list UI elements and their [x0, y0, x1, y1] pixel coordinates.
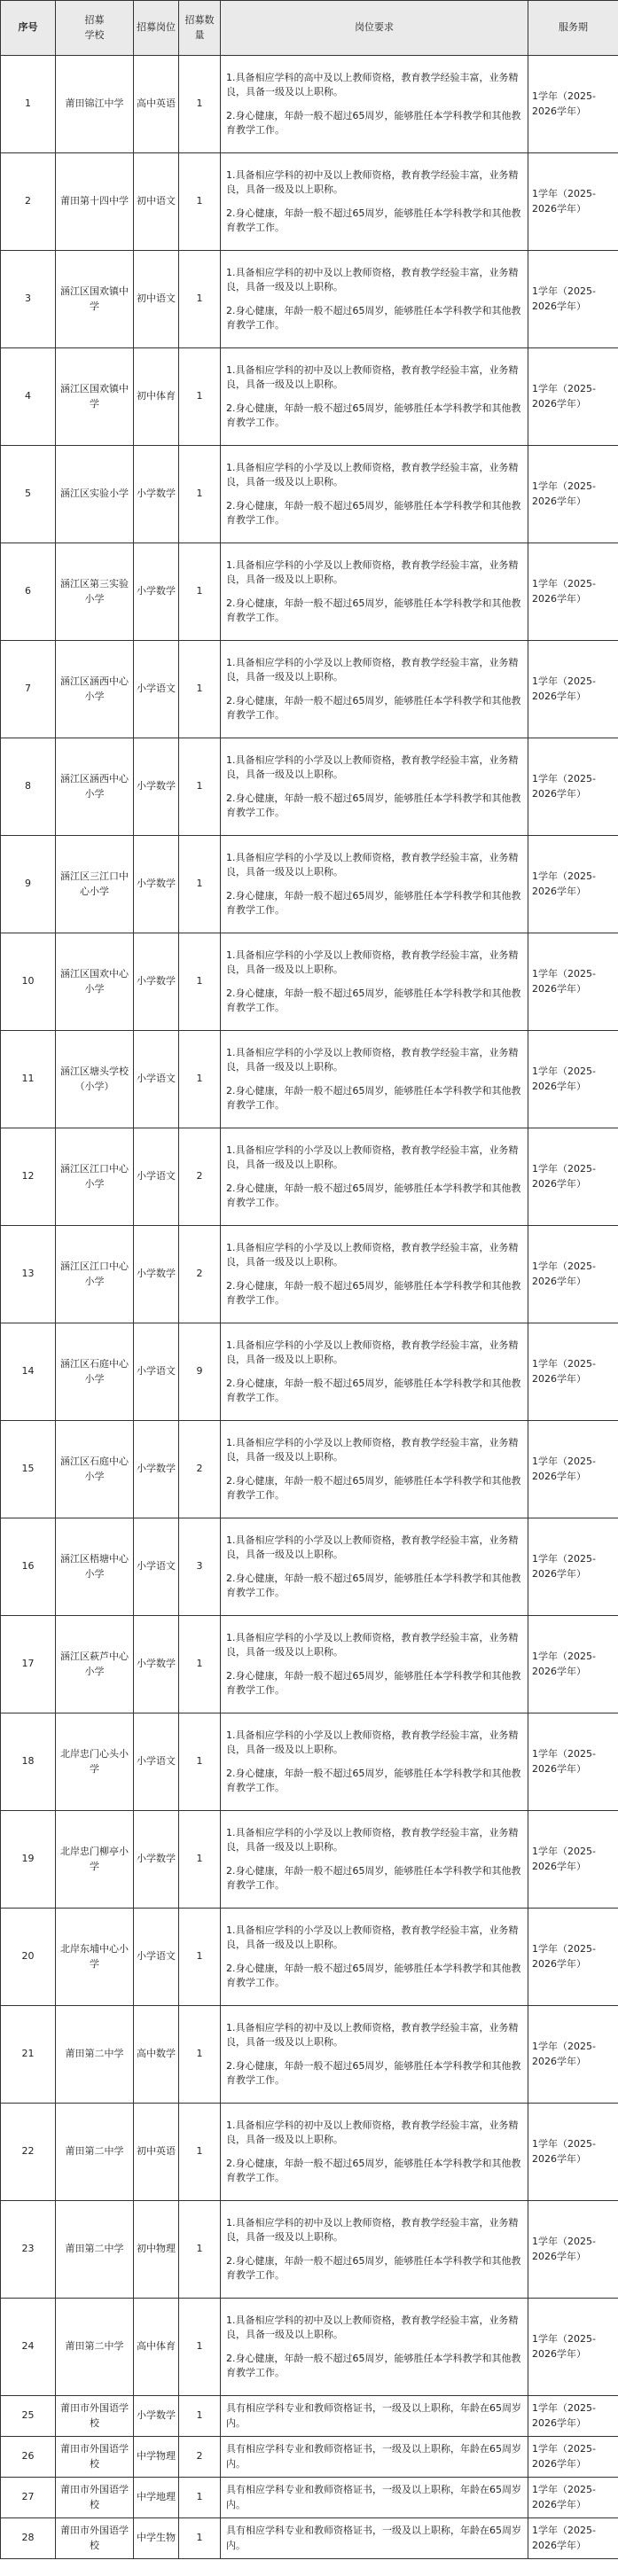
cell-service-period: 1学年（2025-2026学年）	[528, 933, 618, 1031]
cell-position: 小学语文	[134, 1031, 179, 1128]
cell-position: 中学生物	[134, 2518, 179, 2559]
cell-school: 涵江区梧塘中心小学	[56, 1518, 134, 1616]
cell-requirements	[221, 1031, 528, 1128]
requirement-line: 2.身心健康，年龄一般不超过65周岁，能够胜任本学科教学和其他教育教学工作。	[226, 1669, 521, 1696]
cell-no: 26	[1, 2437, 56, 2478]
cell-requirements	[221, 1323, 528, 1421]
table-row	[1, 348, 618, 446]
cell-no: 21	[1, 2006, 56, 2104]
cell-count: 1	[179, 2518, 221, 2559]
header-requirements: 岗位要求	[221, 1, 528, 56]
table-row	[1, 56, 618, 153]
cell-count: 1	[179, 2396, 221, 2437]
cell-service-period: 1学年（2025-2026学年）	[528, 2299, 618, 2396]
cell-school: 涵江区国欢中心小学	[56, 933, 134, 1031]
cell-service-period: 1学年（2025-2026学年）	[528, 836, 618, 933]
cell-no: 9	[1, 836, 56, 933]
cell-count: 3	[179, 1518, 221, 1616]
cell-requirements	[221, 641, 528, 738]
requirement-line: 1.具备相应学科的小学及以上教师资格，教育教学经验丰富，业务精良，具备一级及以上职称。	[226, 1436, 519, 1463]
cell-position: 高中体育	[134, 2299, 179, 2396]
cell-count: 2	[179, 1226, 221, 1323]
cell-count: 1	[179, 836, 221, 933]
requirement-line: 2.身心健康，年龄一般不超过65周岁，能够胜任本学科教学和其他教育教学工作。	[226, 694, 521, 721]
cell-service-period: 1学年（2025-2026学年）	[528, 738, 618, 836]
cell-service-period: 1学年（2025-2026学年）	[528, 348, 618, 446]
cell-position: 小学语文	[134, 1909, 179, 2006]
header-position: 招募岗位	[134, 1, 179, 56]
cell-position: 高中数学	[134, 2006, 179, 2104]
requirement-line: 具有相应学科专业和教师资格证书，一级及以上职称，年龄在65周岁内。	[226, 2525, 521, 2551]
cell-service-period: 1学年（2025-2026学年）	[528, 2437, 618, 2478]
cell-position: 小学数学	[134, 1421, 179, 1518]
cell-school: 涵江区萩芦中心小学	[56, 1616, 134, 1713]
cell-count: 1	[179, 153, 221, 251]
cell-requirements	[221, 2437, 528, 2478]
cell-requirements	[221, 446, 528, 543]
cell-service-period: 1学年（2025-2026学年）	[528, 2104, 618, 2201]
cell-position: 小学数学	[134, 1811, 179, 1909]
cell-no: 16	[1, 1518, 56, 1616]
requirement-line: 1.具备相应学科的初中及以上教师资格，教育教学经验丰富，业务精良，具备一级及以上职称。	[226, 2314, 519, 2340]
cell-count: 1	[179, 738, 221, 836]
cell-service-period: 1学年（2025-2026学年）	[528, 1518, 618, 1616]
cell-no: 5	[1, 446, 56, 543]
cell-service-period: 1学年（2025-2026学年）	[528, 1323, 618, 1421]
cell-requirements	[221, 543, 528, 641]
header-service-period: 服务期	[528, 1, 618, 56]
requirement-line: 1.具备相应学科的小学及以上教师资格，教育教学经验丰富，业务精良，具备一级及以上职称。	[226, 1046, 519, 1073]
cell-school: 莆田第二中学	[56, 2201, 134, 2299]
requirement-line: 2.身心健康，年龄一般不超过65周岁，能够胜任本学科教学和其他教育教学工作。	[226, 1474, 521, 1501]
cell-school: 北岸忠门柳亭小学	[56, 1811, 134, 1909]
requirement-line: 具有相应学科专业和教师资格证书，一级及以上职称，年龄在65周岁内。	[226, 2402, 521, 2429]
table-row	[1, 1031, 618, 1128]
cell-count: 1	[179, 2006, 221, 2104]
table-row	[1, 2104, 618, 2201]
requirement-line: 1.具备相应学科的初中及以上教师资格，教育教学经验丰富，业务精良，具备一级及以上职称。	[226, 266, 519, 293]
requirement-line: 1.具备相应学科的小学及以上教师资格，教育教学经验丰富，业务精良，具备一级及以上职称。	[226, 1241, 519, 1268]
requirement-line: 2.身心健康，年龄一般不超过65周岁，能够胜任本学科教学和其他教育教学工作。	[226, 1084, 521, 1111]
cell-position: 小学数学	[134, 1226, 179, 1323]
cell-school: 莆田市外国语学校	[56, 2478, 134, 2518]
requirement-line: 1.具备相应学科的小学及以上教师资格，教育教学经验丰富，业务精良，具备一级及以上职称。	[226, 1339, 519, 1365]
requirement-line: 2.身心健康，年龄一般不超过65周岁，能够胜任本学科教学和其他教育教学工作。	[226, 402, 521, 428]
requirement-line: 1.具备相应学科的初中及以上教师资格，教育教学经验丰富，业务精良，具备一级及以上职称。	[226, 168, 519, 195]
cell-service-period: 1学年（2025-2026学年）	[528, 2006, 618, 2104]
cell-school: 莆田市外国语学校	[56, 2437, 134, 2478]
cell-no: 27	[1, 2478, 56, 2518]
cell-service-period: 1学年（2025-2026学年）	[528, 153, 618, 251]
cell-count: 1	[179, 1713, 221, 1811]
cell-requirements	[221, 2299, 528, 2396]
requirement-line: 2.身心健康，年龄一般不超过65周岁，能够胜任本学科教学和其他教育教学工作。	[226, 1767, 521, 1793]
cell-position: 小学语文	[134, 1128, 179, 1226]
requirement-line: 1.具备相应学科的小学及以上教师资格，教育教学经验丰富，业务精良，具备一级及以上职称。	[226, 656, 519, 683]
cell-service-period: 1学年（2025-2026学年）	[528, 1226, 618, 1323]
cell-service-period: 1学年（2025-2026学年）	[528, 1031, 618, 1128]
table-row	[1, 2201, 618, 2299]
cell-count: 1	[179, 251, 221, 348]
cell-school: 莆田第二中学	[56, 2006, 134, 2104]
table-row	[1, 2437, 618, 2478]
cell-school: 涵江区石庭中心小学	[56, 1323, 134, 1421]
table-row	[1, 2299, 618, 2396]
requirement-line: 1.具备相应学科的高中及以上教师资格，教育教学经验丰富，业务精良，具备一级及以上职称。	[226, 71, 519, 98]
cell-requirements	[221, 251, 528, 348]
requirement-line: 2.身心健康，年龄一般不超过65周岁，能够胜任本学科教学和其他教育教学工作。	[226, 1962, 521, 1988]
requirement-line: 1.具备相应学科的小学及以上教师资格，教育教学经验丰富，业务精良，具备一级及以上职称。	[226, 948, 519, 975]
cell-requirements	[221, 348, 528, 446]
table-row	[1, 2518, 618, 2559]
cell-no: 20	[1, 1909, 56, 2006]
cell-school: 涵江区第三实验小学	[56, 543, 134, 641]
table-row	[1, 2396, 618, 2437]
cell-service-period: 1学年（2025-2026学年）	[528, 1909, 618, 2006]
cell-position: 小学语文	[134, 1518, 179, 1616]
requirement-line: 1.具备相应学科的初中及以上教师资格，教育教学经验丰富，业务精良，具备一级及以上职称。	[226, 2119, 519, 2145]
cell-service-period: 1学年（2025-2026学年）	[528, 251, 618, 348]
requirement-line: 2.身心健康，年龄一般不超过65周岁，能够胜任本学科教学和其他教育教学工作。	[226, 304, 521, 331]
cell-service-period: 1学年（2025-2026学年）	[528, 2201, 618, 2299]
cell-requirements	[221, 153, 528, 251]
cell-position: 小学数学	[134, 2396, 179, 2437]
cell-school: 莆田市外国语学校	[56, 2396, 134, 2437]
table-row	[1, 1811, 618, 1909]
table-row	[1, 1713, 618, 1811]
cell-count: 1	[179, 446, 221, 543]
cell-no: 23	[1, 2201, 56, 2299]
cell-no: 18	[1, 1713, 56, 1811]
cell-count: 1	[179, 641, 221, 738]
cell-no: 24	[1, 2299, 56, 2396]
table-row	[1, 1128, 618, 1226]
requirement-line: 1.具备相应学科的小学及以上教师资格，教育教学经验丰富，业务精良，具备一级及以上职称。	[226, 1631, 519, 1658]
cell-requirements	[221, 738, 528, 836]
table-row	[1, 933, 618, 1031]
requirement-line: 2.身心健康，年龄一般不超过65周岁，能够胜任本学科教学和其他教育教学工作。	[226, 499, 521, 526]
requirement-line: 2.身心健康，年龄一般不超过65周岁，能够胜任本学科教学和其他教育教学工作。	[226, 1864, 521, 1891]
cell-requirements	[221, 1226, 528, 1323]
requirement-line: 具有相应学科专业和教师资格证书，一级及以上职称，年龄在65周岁内。	[226, 2443, 521, 2470]
requirement-line: 1.具备相应学科的小学及以上教师资格，教育教学经验丰富，业务精良，具备一级及以上职称。	[226, 1729, 519, 1755]
cell-position: 初中物理	[134, 2201, 179, 2299]
cell-requirements	[221, 1713, 528, 1811]
cell-no: 19	[1, 1811, 56, 1909]
table-row	[1, 1518, 618, 1616]
cell-position: 小学语文	[134, 1323, 179, 1421]
cell-position: 小学数学	[134, 543, 179, 641]
requirement-line: 1.具备相应学科的小学及以上教师资格，教育教学经验丰富，业务精良，具备一级及以上职称。	[226, 753, 519, 780]
table-row	[1, 446, 618, 543]
table-row	[1, 1226, 618, 1323]
table-row	[1, 543, 618, 641]
cell-count: 1	[179, 2104, 221, 2201]
requirement-line: 2.身心健康，年龄一般不超过65周岁，能够胜任本学科教学和其他教育教学工作。	[226, 1377, 521, 1403]
requirement-line: 2.身心健康，年龄一般不超过65周岁，能够胜任本学科教学和其他教育教学工作。	[226, 109, 521, 136]
requirement-line: 1.具备相应学科的小学及以上教师资格，教育教学经验丰富，业务精良，具备一级及以上职称。	[226, 558, 519, 585]
requirement-line: 1.具备相应学科的小学及以上教师资格，教育教学经验丰富，业务精良，具备一级及以上职称。	[226, 1144, 519, 1170]
cell-school: 莆田第二中学	[56, 2299, 134, 2396]
cell-service-period: 1学年（2025-2026学年）	[528, 2478, 618, 2518]
table-body	[1, 56, 618, 2559]
cell-school: 莆田锦江中学	[56, 56, 134, 153]
table-row	[1, 1323, 618, 1421]
cell-service-period: 1学年（2025-2026学年）	[528, 1616, 618, 1713]
cell-requirements	[221, 1909, 528, 2006]
cell-position: 初中体育	[134, 348, 179, 446]
requirement-line: 2.身心健康，年龄一般不超过65周岁，能够胜任本学科教学和其他教育教学工作。	[226, 597, 521, 623]
cell-requirements	[221, 836, 528, 933]
cell-no: 6	[1, 543, 56, 641]
cell-no: 17	[1, 1616, 56, 1713]
cell-service-period: 1学年（2025-2026学年）	[528, 641, 618, 738]
cell-position: 小学数学	[134, 836, 179, 933]
cell-requirements	[221, 2478, 528, 2518]
cell-requirements	[221, 1811, 528, 1909]
cell-requirements	[221, 1128, 528, 1226]
cell-requirements	[221, 2396, 528, 2437]
cell-no: 11	[1, 1031, 56, 1128]
table-row	[1, 836, 618, 933]
cell-requirements	[221, 2104, 528, 2201]
cell-count: 1	[179, 1909, 221, 2006]
cell-school: 涵江区石庭中心小学	[56, 1421, 134, 1518]
cell-count: 9	[179, 1323, 221, 1421]
requirement-line: 2.身心健康，年龄一般不超过65周岁，能够胜任本学科教学和其他教育教学工作。	[226, 2157, 521, 2183]
cell-school: 涵江区国欢镇中学	[56, 348, 134, 446]
cell-requirements	[221, 2006, 528, 2104]
requirement-line: 1.具备相应学科的初中及以上教师资格，教育教学经验丰富，业务精良，具备一级及以上职称。	[226, 2216, 519, 2243]
cell-count: 1	[179, 2478, 221, 2518]
cell-requirements	[221, 2518, 528, 2559]
table-row	[1, 738, 618, 836]
header-school: 招募 学校	[56, 1, 134, 56]
cell-count: 2	[179, 1421, 221, 1518]
cell-position: 中学物理	[134, 2437, 179, 2478]
cell-no: 15	[1, 1421, 56, 1518]
cell-count: 1	[179, 56, 221, 153]
cell-no: 25	[1, 2396, 56, 2437]
cell-no: 14	[1, 1323, 56, 1421]
header-no: 序号	[1, 1, 56, 56]
cell-no: 2	[1, 153, 56, 251]
cell-service-period: 1学年（2025-2026学年）	[528, 1811, 618, 1909]
cell-position: 小学数学	[134, 1616, 179, 1713]
cell-service-period: 1学年（2025-2026学年）	[528, 2518, 618, 2559]
cell-no: 12	[1, 1128, 56, 1226]
table-row	[1, 1616, 618, 1713]
requirement-line: 2.身心健康，年龄一般不超过65周岁，能够胜任本学科教学和其他教育教学工作。	[226, 1572, 521, 1598]
requirement-line: 2.身心健康，年龄一般不超过65周岁，能够胜任本学科教学和其他教育教学工作。	[226, 1279, 521, 1306]
cell-count: 1	[179, 2201, 221, 2299]
cell-position: 小学数学	[134, 738, 179, 836]
cell-position: 中学地理	[134, 2478, 179, 2518]
cell-school: 涵江区江口中心小学	[56, 1226, 134, 1323]
cell-no: 4	[1, 348, 56, 446]
cell-school: 涵江区三江口中心小学	[56, 836, 134, 933]
requirement-line: 2.身心健康，年龄一般不超过65周岁，能够胜任本学科教学和其他教育教学工作。	[226, 987, 521, 1013]
cell-count: 2	[179, 1128, 221, 1226]
requirement-line: 1.具备相应学科的小学及以上教师资格，教育教学经验丰富，业务精良，具备一级及以上职称。	[226, 1826, 519, 1853]
cell-service-period: 1学年（2025-2026学年）	[528, 1128, 618, 1226]
cell-position: 小学语文	[134, 1713, 179, 1811]
cell-position: 高中英语	[134, 56, 179, 153]
cell-position: 初中语文	[134, 251, 179, 348]
cell-count: 1	[179, 1616, 221, 1713]
table-header-row	[1, 1, 618, 56]
cell-school: 涵江区江口中心小学	[56, 1128, 134, 1226]
cell-school: 莆田第十四中学	[56, 153, 134, 251]
cell-school: 莆田第二中学	[56, 2104, 134, 2201]
cell-no: 10	[1, 933, 56, 1031]
requirement-line: 1.具备相应学科的初中及以上教师资格，教育教学经验丰富，业务精良，具备一级及以上职称。	[226, 363, 519, 390]
requirement-line: 2.身心健康，年龄一般不超过65周岁，能够胜任本学科教学和其他教育教学工作。	[226, 889, 521, 916]
table-row	[1, 641, 618, 738]
requirement-line: 2.身心健康，年龄一般不超过65周岁，能够胜任本学科教学和其他教育教学工作。	[226, 2352, 521, 2378]
table-row	[1, 1421, 618, 1518]
cell-requirements	[221, 56, 528, 153]
cell-requirements	[221, 2201, 528, 2299]
cell-position: 小学数学	[134, 933, 179, 1031]
cell-count: 1	[179, 1031, 221, 1128]
cell-requirements	[221, 1518, 528, 1616]
requirement-line: 1.具备相应学科的初中及以上教师资格，教育教学经验丰富，业务精良，具备一级及以上职称。	[226, 2021, 519, 2048]
cell-school: 涵江区涵西中心小学	[56, 738, 134, 836]
cell-no: 3	[1, 251, 56, 348]
cell-no: 7	[1, 641, 56, 738]
table-row	[1, 2478, 618, 2518]
cell-service-period: 1学年（2025-2026学年）	[528, 1713, 618, 1811]
table-row	[1, 251, 618, 348]
cell-service-period: 1学年（2025-2026学年）	[528, 2396, 618, 2437]
cell-service-period: 1学年（2025-2026学年）	[528, 1421, 618, 1518]
requirement-line: 1.具备相应学科的小学及以上教师资格，教育教学经验丰富，业务精良，具备一级及以上职称。	[226, 1534, 519, 1560]
cell-service-period: 1学年（2025-2026学年）	[528, 446, 618, 543]
cell-requirements	[221, 933, 528, 1031]
header-count: 招募数量	[179, 1, 221, 56]
cell-school: 涵江区涵西中心小学	[56, 641, 134, 738]
cell-count: 1	[179, 933, 221, 1031]
cell-no: 1	[1, 56, 56, 153]
cell-count: 1	[179, 348, 221, 446]
cell-position: 小学语文	[134, 641, 179, 738]
requirement-line: 1.具备相应学科的小学及以上教师资格，教育教学经验丰富，业务精良，具备一级及以上职称。	[226, 461, 519, 488]
cell-count: 1	[179, 543, 221, 641]
requirement-line: 2.身心健康，年龄一般不超过65周岁，能够胜任本学科教学和其他教育教学工作。	[226, 792, 521, 818]
requirement-line: 1.具备相应学科的小学及以上教师资格，教育教学经验丰富，业务精良，具备一级及以上职称。	[226, 851, 519, 878]
cell-count: 1	[179, 1811, 221, 1909]
table-row	[1, 2006, 618, 2104]
requirement-line: 2.身心健康，年龄一般不超过65周岁，能够胜任本学科教学和其他教育教学工作。	[226, 1182, 521, 1208]
cell-school: 涵江区塘头学校（小学）	[56, 1031, 134, 1128]
cell-position: 小学数学	[134, 446, 179, 543]
cell-count: 2	[179, 2437, 221, 2478]
table-row	[1, 1909, 618, 2006]
requirement-line: 具有相应学科专业和教师资格证书，一级及以上职称，年龄在65周岁内。	[226, 2484, 521, 2510]
cell-service-period: 1学年（2025-2026学年）	[528, 543, 618, 641]
cell-requirements	[221, 1421, 528, 1518]
requirement-line: 1.具备相应学科的小学及以上教师资格，教育教学经验丰富，业务精良，具备一级及以上职称。	[226, 1924, 519, 1950]
requirement-line: 2.身心健康，年龄一般不超过65周岁，能够胜任本学科教学和其他教育教学工作。	[226, 2059, 521, 2086]
cell-no: 22	[1, 2104, 56, 2201]
cell-requirements	[221, 1616, 528, 1713]
cell-count: 1	[179, 2299, 221, 2396]
cell-position: 初中语文	[134, 153, 179, 251]
requirement-line: 2.身心健康，年龄一般不超过65周岁，能够胜任本学科教学和其他教育教学工作。	[226, 2254, 521, 2281]
cell-service-period: 1学年（2025-2026学年）	[528, 56, 618, 153]
cell-school: 涵江区国欢镇中学	[56, 251, 134, 348]
requirement-line: 2.身心健康，年龄一般不超过65周岁，能够胜任本学科教学和其他教育教学工作。	[226, 207, 521, 233]
cell-no: 8	[1, 738, 56, 836]
cell-school: 北岸忠门心头小学	[56, 1713, 134, 1811]
cell-no: 13	[1, 1226, 56, 1323]
cell-school: 涵江区实验小学	[56, 446, 134, 543]
cell-no: 28	[1, 2518, 56, 2559]
cell-school: 莆田市外国语学校	[56, 2518, 134, 2559]
cell-school: 北岸东埔中心小学	[56, 1909, 134, 2006]
table-row	[1, 153, 618, 251]
cell-position: 初中英语	[134, 2104, 179, 2201]
